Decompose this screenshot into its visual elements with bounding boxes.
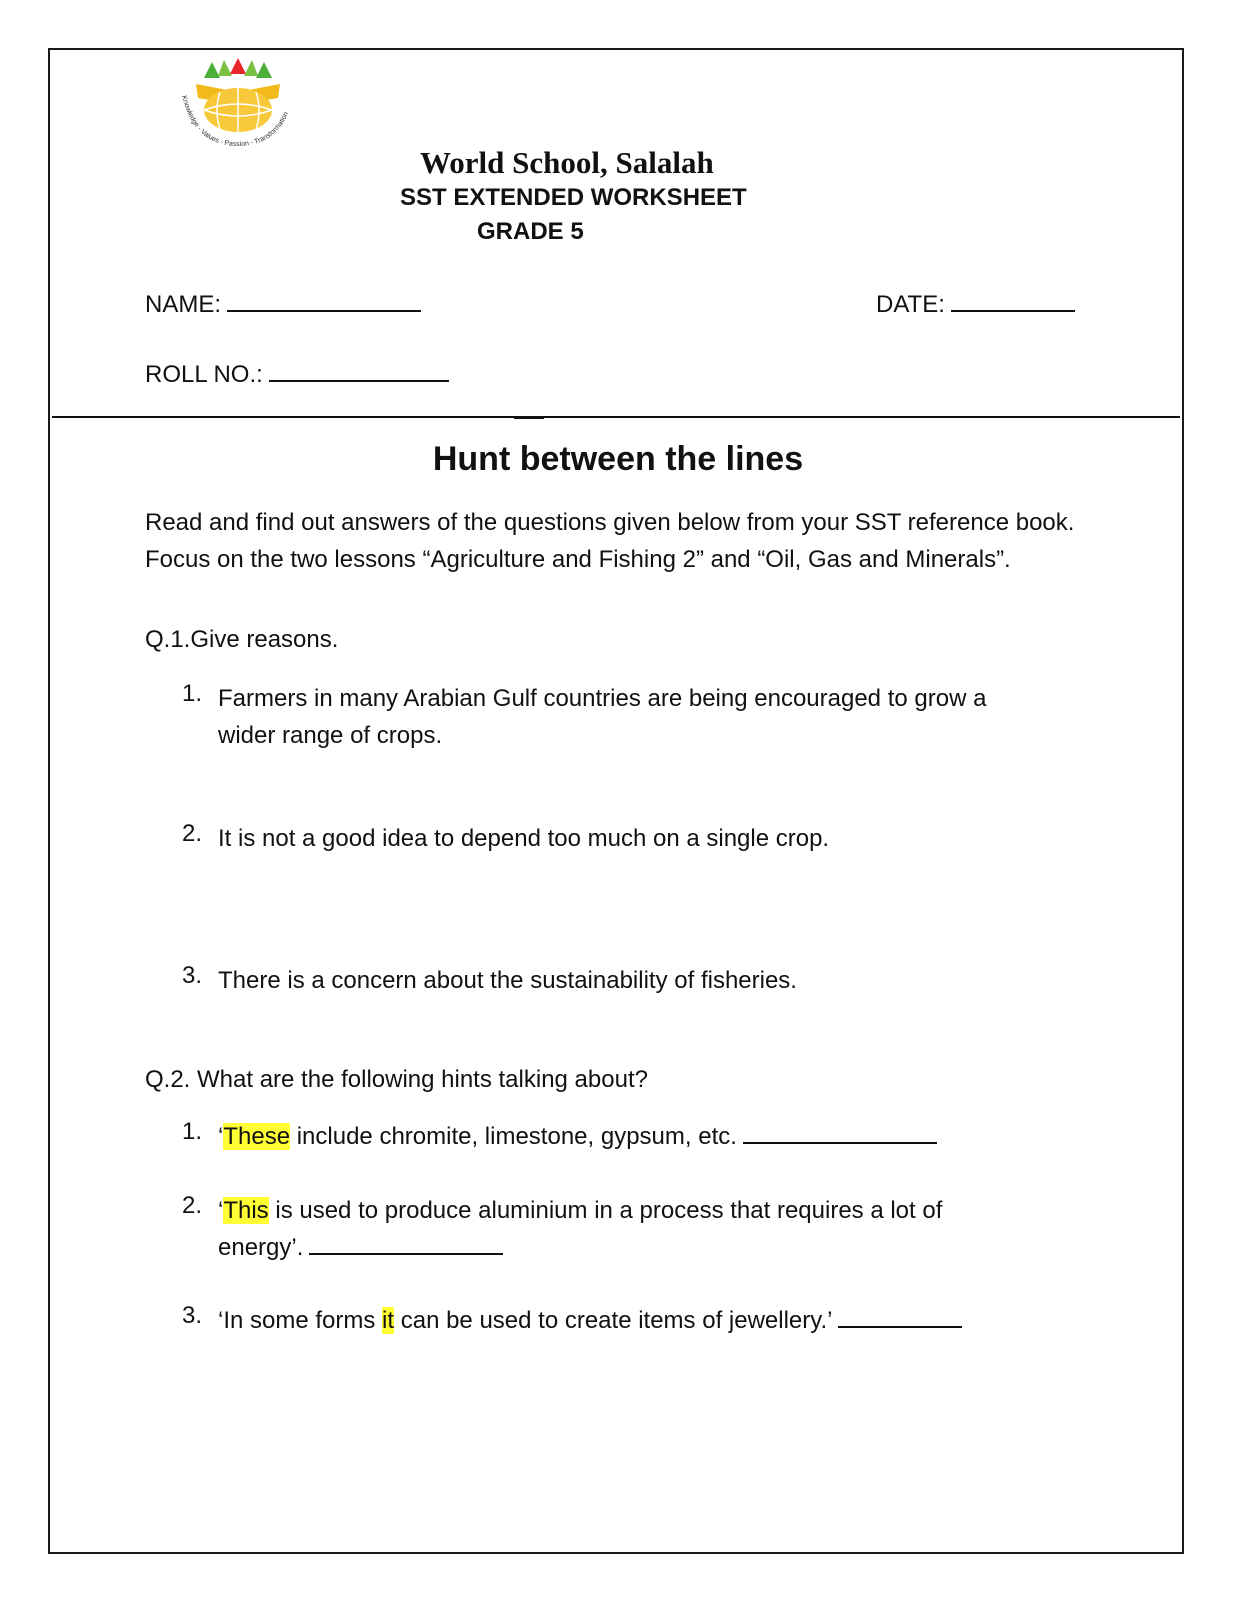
q1-item-2-number: 2. bbox=[182, 820, 203, 847]
school-name: World School, Salalah bbox=[420, 145, 714, 180]
divider-tick bbox=[514, 416, 544, 419]
grade-label: GRADE 5 bbox=[477, 218, 584, 245]
q2-item-1-blank[interactable] bbox=[743, 1118, 937, 1144]
q2-item-2-number: 2. bbox=[182, 1192, 203, 1219]
page-title: Hunt between the lines bbox=[432, 440, 804, 478]
roll-blank[interactable] bbox=[269, 356, 449, 382]
name-field bbox=[145, 286, 421, 319]
q2-item-1-pre: ‘ bbox=[218, 1123, 224, 1150]
q1-item-3-number: 3. bbox=[182, 962, 203, 989]
q2-item-3-highlight: it bbox=[382, 1307, 395, 1334]
header-divider bbox=[52, 416, 1180, 418]
q2-item-1-number: 1. bbox=[182, 1118, 203, 1145]
worksheet-title: SST EXTENDED WORKSHEET bbox=[400, 184, 747, 211]
q2-item-1-text bbox=[218, 1118, 1078, 1155]
q2-item-1-post: include chromite, limestone, gypsum, etc. bbox=[290, 1123, 737, 1150]
roll-field bbox=[145, 356, 449, 389]
q2-item-2-highlight: This bbox=[223, 1197, 269, 1224]
school-logo bbox=[174, 58, 304, 150]
q2-item-3-number: 3. bbox=[182, 1302, 203, 1329]
q2-item-3-blank[interactable] bbox=[838, 1302, 962, 1328]
q2-item-2-blank[interactable] bbox=[309, 1229, 503, 1255]
q2-title: Q.2. What are the following hints talking about? bbox=[145, 1066, 648, 1093]
name-label: NAME: bbox=[145, 291, 222, 318]
q2-item-2-text bbox=[218, 1192, 1018, 1266]
q1-item-3-text: There is a concern about the sustainability of fisheries. bbox=[218, 967, 797, 994]
date-field bbox=[876, 286, 1075, 319]
q2-item-2-post: is used to produce aluminium in a process that requires a lot of energy’. bbox=[218, 1197, 943, 1261]
q1-item-2-text: It is not a good idea to depend too much on a single crop. bbox=[218, 825, 830, 852]
instructions: Read and find out answers of the questions given below from your SST reference book. Focus on the two lessons “Agriculture and Fishing 2” and “Oil, Gas and Minerals”. bbox=[145, 509, 1075, 573]
date-label: DATE: bbox=[876, 291, 945, 318]
q1-title: Q.1.Give reasons. bbox=[145, 626, 339, 653]
roll-label: ROLL NO.: bbox=[145, 361, 263, 388]
name-blank[interactable] bbox=[227, 286, 421, 312]
q2-item-3-post: can be used to create items of jewellery.’ bbox=[394, 1307, 833, 1334]
q2-item-2-pre: ‘ bbox=[218, 1197, 224, 1224]
q1-item-1-text: Farmers in many Arabian Gulf countries are being encouraged to grow a wider range of crops. bbox=[218, 685, 987, 749]
date-blank[interactable] bbox=[951, 286, 1075, 312]
q2-item-3-text bbox=[218, 1302, 1078, 1339]
logo-motto: Knowledge - Values - Passion - Transformation bbox=[180, 94, 291, 149]
q2-item-3-pre: ‘In some forms bbox=[218, 1307, 383, 1334]
q1-item-1-number: 1. bbox=[182, 680, 203, 707]
q2-item-1-highlight: These bbox=[223, 1123, 291, 1150]
